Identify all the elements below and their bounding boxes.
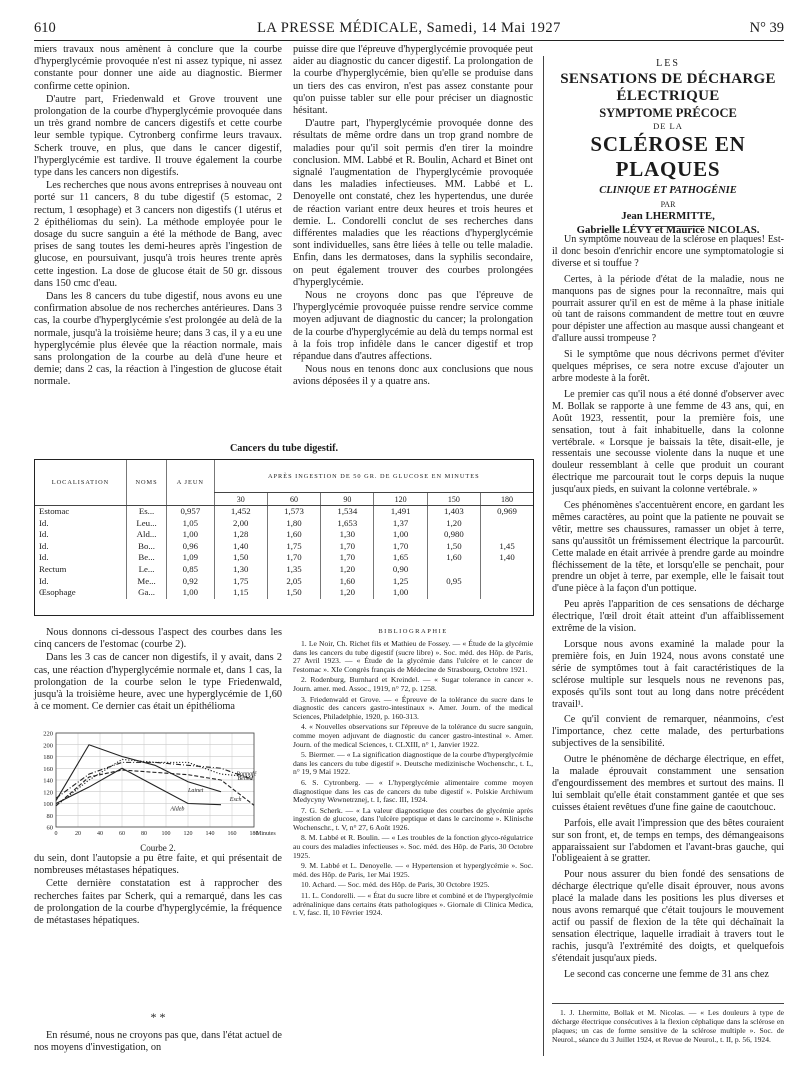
- bibliography-item: 3. Friedenwald et Grove. — « Épreuve de la tolérance du sucre dans le diagnostic des cancers gastro-intestinaux ». Amer. Journ. of the medical Sciences, Philadelphie, 1920, p. 160-313.: [293, 694, 533, 721]
- bibliography-list: [293, 640, 533, 920]
- x-tick-label: 40: [97, 831, 103, 837]
- column-1-end: [34, 1030, 282, 1055]
- cell-fasting: 1,09: [167, 552, 214, 564]
- cell-value: 2,00: [214, 518, 267, 530]
- cell-value: 1,70: [267, 552, 320, 564]
- cell-value: 1,65: [374, 552, 427, 564]
- y-tick-label: 120: [43, 789, 53, 797]
- bibliography-item: 8. M. Labbé et R. Boulin. — « Les troubles de la fonction glyco-régulatrice au cours des maladies infectieuses ». Soc. méd. des Hôp. de Paris, 30 Octobre 1925.: [293, 833, 533, 860]
- cell-fasting: 0,85: [167, 564, 214, 576]
- cell-name: Es...: [126, 506, 166, 518]
- table-row: [35, 576, 533, 588]
- paragraph: Le second cas concerne une femme de 31 ans chez: [564, 968, 769, 980]
- bibliography-item: 7. G. Scherk. — « La valeur diagnostique des courbes de glycémie après ingestion de glucose, dans l'ulcère peptique et dans le carcinome ». Klinische Wochenschr., t. V, n° 27, 6 Août 1926.: [293, 805, 533, 832]
- cell-fasting: 0,957: [167, 506, 214, 518]
- curve-label: Lainet: [188, 787, 204, 794]
- paragraph: Parfois, elle avait l'impression que des bêtes couraient sur son front, et, de temps en temps, des démangeaisons apparaissaient sur l'abdomen et l'avant-bras gauche, qui l'obligeaient à se gratter.: [552, 817, 784, 865]
- cell-value: [481, 518, 533, 530]
- y-tick-label: 100: [43, 801, 53, 808]
- header-minute: 90: [321, 493, 374, 506]
- cell-localisation: Id.: [39, 552, 49, 563]
- cell-fasting: 1,05: [167, 518, 214, 530]
- header-minute: 30: [214, 493, 267, 506]
- paragraph: miers travaux nous amènent à conclure que la courbe d'hyperglycémie provoquée n'est ni assez typique, ni assez constante pour donner une aide au diagnostic. Biermer confirme cette opinion.: [34, 44, 282, 92]
- x-tick-label: 160: [227, 831, 237, 837]
- column-2-top: [293, 44, 533, 390]
- table-row: [35, 541, 533, 553]
- header-minute: 150: [427, 493, 480, 506]
- title-rule: [632, 226, 704, 227]
- column-1-top: [34, 44, 282, 390]
- table-caption: Cancers du tube digestif.: [229, 443, 339, 454]
- bibliography-heading: BIBLIOGRAPHIE: [378, 628, 448, 635]
- curve-label: Aldeb: [170, 806, 185, 813]
- x-tick-label: 140: [205, 831, 215, 837]
- y-tick-label: 160: [43, 765, 53, 773]
- cell-value: 1,75: [267, 541, 320, 553]
- title-line-1: SENSATIONS DE DÉCHARGE ÉLECTRIQUE: [560, 71, 776, 104]
- cell-localisation: Id.: [39, 540, 49, 551]
- cell-name: Ald...: [126, 529, 166, 541]
- cell-value: 1,28: [214, 529, 267, 541]
- paragraph: D'autre part, l'hyperglycémie provoquée donne des résultats de même ordre dans un trop grand nombre de maladies pour qu'il soit permis d'en tirer la moindre conclusion. MM. Labbé et R. Boulin, Achard et Binet ont signalé l'augmentation de l'hyperglycémie provoquée dans les maladies infectieuses. MM. Labbé et L. Denoyelle ont constaté, chez les hypertendus, une durée de réaction variant entre deux heures et trois heures et demie. L. Condorelli conclut de ses recherches dans différentes maladies que les réactions d'hyperglycémie sont individuelles, sans être liées à telle ou telle maladie. Enfin, dans les dermatoses, dans la syphilis secondaire, on peut également trouver des courbes prolongées d'hyperglycémie.: [293, 118, 533, 288]
- x-tick-label: 0: [54, 831, 58, 837]
- cell-value: [481, 587, 533, 599]
- cell-value: 1,00: [374, 587, 427, 599]
- cell-value: [481, 564, 533, 576]
- cell-value: 1,50: [427, 541, 480, 553]
- bibliography-item: 4. « Nouvelles observations sur l'épreuve de la tolérance du sucre sanguin, comme moyen adjuvant de diagnostic du cancer gastro-intestinal ». Amer. Journ. of the medical Sciences, t. CLXIII, n° 1, Janvier 1922.: [293, 722, 533, 749]
- table-row: [35, 587, 533, 599]
- chart-svg: [34, 728, 282, 843]
- journal-title: LA PRESSE MÉDICALE, Samedi, 14 Mai 1927: [257, 20, 561, 36]
- cell-localisation: Id.: [39, 575, 49, 586]
- cell-value: 1,00: [374, 529, 427, 541]
- cell-value: 1,25: [374, 576, 427, 588]
- column-rule: [543, 56, 544, 1056]
- page-number: 610: [34, 20, 56, 36]
- cell-value: 1,534: [321, 506, 374, 518]
- cell-value: 1,573: [267, 506, 320, 518]
- cell-name: Leu...: [126, 518, 166, 530]
- article-title-block: [552, 58, 784, 237]
- paragraph: Dans les 8 cancers du tube digestif, nous avons eu une confirmation absolue de nos recherches antérieures. Dans 3 cas, la courbe d'hyperglycémie s'est prolongée au delà de la normale, jusqu'à la troisième heure; dans 3 cas, il y a eu une hyperglycémie plus élevée que la réaction normale, mais sans prolongation de la courbe au delà d'une heure et demie; dans 2 cas, la réaction à l'ingestion de glucose était normale.: [34, 291, 282, 388]
- paragraph: Si le symptôme que nous décrivons permet d'éviter quelques méprises, ce sera notre excuse d'ajouter un arbre modeste à la forêt.: [552, 349, 784, 384]
- cell-value: 1,60: [427, 552, 480, 564]
- table-row: [35, 564, 533, 576]
- y-tick-label: 80: [46, 812, 53, 820]
- cell-value: 1,30: [321, 529, 374, 541]
- cell-value: 1,40: [481, 552, 533, 564]
- cell-value: 1,70: [374, 541, 427, 553]
- cell-value: 1,15: [214, 587, 267, 599]
- table-row: [35, 506, 533, 518]
- bibliography-item: 10. Achard. — Soc. méd. des Hôp. de Paris, 30 Octobre 1925.: [301, 880, 490, 890]
- x-tick-label: 60: [119, 831, 125, 837]
- header-minute: 60: [267, 493, 320, 506]
- title-les: LES: [656, 58, 680, 69]
- cell-name: Be...: [126, 552, 166, 564]
- cell-value: 0,980: [427, 529, 480, 541]
- bibliography-item: 9. M. Labbé et L. Denoyelle. — « Hypertension et hyperglycémie ». Soc. méd. des Hôp. de Paris, 1er Mai 1925.: [293, 861, 533, 879]
- title-line-3: DE LA: [653, 121, 683, 131]
- paragraph: En résumé, nous ne croyons pas que, dans l'état actuel de nos moyens d'investigation, on: [34, 1030, 282, 1054]
- author-line-1: Jean LHERMITTE,: [621, 210, 715, 222]
- y-tick-label: 60: [46, 824, 53, 832]
- cell-value: 1,50: [267, 587, 320, 599]
- cell-value: 1,653: [321, 518, 374, 530]
- bibliography-item: 6. S. Cytronberg. — « L'hyperglycémie alimentaire comme moyen diagnostique dans les cas de cancers du tube digestif ». Polskie Archiwum Medycyny Wewnetrznej, t. I, fasc. III, 1924.: [293, 777, 533, 805]
- paragraph: Nous donnons ci-dessous l'aspect des courbes dans les cinq cancers de l'estomac (courbe 2).: [34, 627, 282, 651]
- header-names: NOMS: [126, 460, 166, 506]
- cell-fasting: 1,00: [167, 587, 214, 599]
- article-footnote: [552, 1008, 784, 1044]
- paragraph: Peu après l'apparition de ces sensations de décharge électrique, l'œil droit était atteint d'un affaiblissement extrême de la vision.: [552, 599, 784, 635]
- cell-value: 1,45: [481, 541, 533, 553]
- cell-value: 1,50: [214, 552, 267, 564]
- header-rule: [34, 40, 784, 41]
- cell-value: 0,90: [374, 564, 427, 576]
- x-axis-label: Minutes: [256, 831, 276, 837]
- cell-value: 1,452: [214, 506, 267, 518]
- cell-value: 1,75: [214, 576, 267, 588]
- cell-fasting: 0,92: [167, 576, 214, 588]
- by-label: PAR: [660, 200, 676, 209]
- x-tick-label: 80: [141, 831, 147, 837]
- cell-value: 0,95: [427, 576, 480, 588]
- cell-value: 1,30: [214, 564, 267, 576]
- paragraph: D'autre part, Friedenwald et Grove trouvent une prolongation de la courbe d'hyperglycémie provoquée dans un très grand nombre de cancers digestifs et cette courbe leur semble typique. Cytronberg confirme leurs travaux. Scherk trouve, en plus, que dans le cancer digestif, l'hyperglycémie est tardive. Il trouve également la courbe type dans les cancers non digestifs.: [34, 93, 282, 179]
- header-minute: 120: [374, 493, 427, 506]
- cell-value: 1,403: [427, 506, 480, 518]
- cell-value: 1,20: [321, 564, 374, 576]
- cell-value: 1,60: [321, 576, 374, 588]
- column-1-middle: [34, 627, 282, 714]
- paragraph: Dans les 3 cas de cancer non digestifs, il y avait, dans 2 cas, une réaction d'hyperglycémie normale et, dans 1 cas, la prolongation de la courbe selon le type Friedenwald, jusqu'à la troisième heure, avec une hyperglycémie de 1,60 à ce moment. Ce dernier cas était un épithélioma: [34, 652, 282, 713]
- paragraph: Certes, à la période d'état de la maladie, nous ne manquons pas de signes pour la reconnaître, mais qui pourrait assurer qu'il en est de même à la phase initiale où tant de raisons commandent de mettre tout en œuvre pour dépister une affection au masque aussi changeant et d'allure aussi trompeuse ?: [552, 273, 784, 345]
- header-after-ingestion: APRÈS INGESTION DE 50 GR. DE GLUCOSE EN MINUTES: [214, 460, 533, 493]
- y-tick-label: 180: [43, 754, 53, 761]
- cell-localisation: Rectum: [39, 563, 67, 574]
- cell-value: 1,60: [267, 529, 320, 541]
- header-minute: 180: [481, 493, 533, 506]
- paragraph: Lorsque nous avons examiné la malade pour la première fois, en Juin 1924, nous avons constaté une série de symptômes tout à fait caractéristiques de la sclérose multiple sur lesquels nous ne revenons pas, exposés qu'ils sont tout au long dans notre précédent travail¹.: [552, 639, 784, 710]
- paragraph: Ces phénomènes s'accentuèrent encore, en gardant les mêmes caractères, au point que la patiente ne pouvait se vêtir, mettre ses chaussures, ramasser un objet à terre, sans qu'aussitôt un frémissement électrique la parcourût. Cette malade en était arrivée à prendre garde au moindre fléchissement de la tête, et lorsqu'elle se penchait, pour prendre un objet à terre, par exemple, elle le faisait tout d'une pièce à la façon d'un pottique.: [552, 500, 784, 595]
- paragraph: Le premier cas qu'il nous a été donné d'observer avec M. Bollak se rapporte à une femme de 43 ans, qui, en Août 1923, ressentit, pour la première fois, une sensation, tout à fait inhabituelle, dans la colonne vertébrale. « Lorsque je baissais la tête, disait-elle, je ressentais une secousse violente dans la nuque et une douleur ressemblant à celle que produit un courant électrique me parcourait tout le corps depuis la nuque jusqu'aux pieds, en suivant la colonne vertébrale. »: [552, 388, 784, 496]
- cell-localisation: Id.: [39, 529, 49, 540]
- paragraph: puisse dire que l'épreuve d'hyperglycémie provoquée peut aider au diagnostic du cancer digestif. La prolongation de la courbe d'hyperglycémie, bien qu'elle se produise dans un tiers des cas environ, n'est pas assez constante pour qu'on puisse tabler sur elle pour préciser un diagnostic hésitant.: [293, 44, 533, 117]
- header-localisation: LOCALISATION: [35, 460, 126, 506]
- curve-label: Benod: [237, 776, 253, 782]
- paragraph: Pour nous assurer du bien fondé des sensations de décharge électrique qu'elle disait éprouver, nous avons placé la malade dans les positions les plus diverses et nous avons remarqué que c'était toujours le mouvement actif ou passif de flexion de la tête qui déchaînait la sensation électrique, laquelle irradiait à travers tout le rachis, jusqu'à l'extrémité des doigts, et quelquefois s'étendait jusqu'aux pieds.: [552, 869, 784, 964]
- y-tick-label: 200: [43, 742, 53, 750]
- cell-value: 0,969: [481, 506, 533, 518]
- cell-value: 1,35: [267, 564, 320, 576]
- x-tick-label: 180: [249, 831, 259, 837]
- bibliography-item: 5. Biermer. — « La signification diagnostique de la courbe d'hyperglycémie dans les cancers du tube digestif ». Deutsche medizinische Wochenschr., t. L, n° 19, 9 Mai 1922.: [293, 750, 533, 777]
- column-1-bottom: [34, 853, 282, 928]
- cell-value: [481, 576, 533, 588]
- cell-value: 1,40: [214, 541, 267, 553]
- y-tick-label: 220: [43, 730, 53, 738]
- cell-value: [481, 529, 533, 541]
- header-fasting: A JEUN: [167, 460, 214, 506]
- x-tick-label: 120: [183, 831, 193, 837]
- x-tick-label: 20: [75, 831, 81, 837]
- cell-value: 1,20: [321, 587, 374, 599]
- curve-label: Bonnafé: [236, 771, 257, 778]
- cell-value: 1,491: [374, 506, 427, 518]
- bibliography-item: 2. Rodenburg, Burnhard et Kreindel. — « Sugar tolerance in cancer ». Journ. amer. med. Assoc., 1919, n° 72, p. 1258.: [293, 675, 533, 693]
- paragraph: Ce qu'il convient de remarquer, néanmoins, c'est l'importance, chez cette malade, des perturbations subjectives de la sensibilité.: [552, 714, 784, 750]
- paragraph: Nous nous en tenons donc aux conclusions que nous avions déposées il y a quatre ans.: [293, 364, 533, 388]
- cell-value: 2,05: [267, 576, 320, 588]
- chart-caption: Courbe 2.: [140, 843, 176, 853]
- y-tick-label: 140: [43, 777, 53, 785]
- footnote: 1. J. Lhermitte, Bollak et M. Nicolas. — « Les douleurs à type de décharge électrique consécutives à la flexion céphalique dans la sclérose en plaques; un cas de forme sensitive de la sclérose multiple ». Soc. de Neurol., séance du 3 Juillet 1924, et Revue de Neurol., t. II, p. 56, 1924.: [552, 1008, 784, 1044]
- series-line-ald: [56, 768, 221, 804]
- cell-localisation: Id.: [39, 517, 49, 528]
- cell-name: Ga...: [126, 587, 166, 599]
- cell-value: 1,70: [321, 552, 374, 564]
- subtitle: CLINIQUE ET PATHOGÉNIE: [599, 185, 737, 196]
- paragraph: Un symptôme nouveau de la sclérose en plaques! Est-il donc besoin d'enrichir encore une symptomatologie si diverse et si touffue ?: [552, 234, 784, 269]
- table-row: [35, 529, 533, 541]
- bibliography-item: 11. L. Condorelli. — « État du sucre libre et combiné et de l'hyperglycémie adrénalinique dans certains états pathologiques ». Giornale di Clinica Medica, t. V, fasc. II, 10 Février 1924.: [293, 891, 533, 918]
- issue-number: N° 39: [749, 20, 784, 36]
- paragraph: Outre le phénomène de décharge électrique, en effet, la malade éprouvait constamment une sensation d'engourdissement des membres et surtout des mains. Il lui semblait qu'elle était constamment gantée et que ses cuisses étaient revêtues d'une fine gaine de caoutchouc.: [552, 754, 784, 813]
- table-row: [35, 518, 533, 530]
- paragraph: Les recherches que nous avons entreprises à nouveau ont porté sur 11 cancers, 8 du tube digestif (5 estomac, 2 rectum, 1 œsophage) et 3 cancers non digestifs (1 utérus et 2 épithéliomas du sein). La méthode employée pour le dosage du sucre sanguin a été la méthode de Bang, avec prises de sang toutes les demi-heures après l'ingestion de glucose, en poursuivant, jusqu'à trois heures trente après cette ingestion. La dose de glucose était de 50 gr. dissous dans 150 cmc d'eau.: [34, 180, 282, 289]
- running-header: [34, 16, 784, 38]
- article-body: [552, 234, 784, 984]
- curve-label: Esch: [229, 797, 242, 804]
- cell-value: 1,20: [427, 518, 480, 530]
- table-row: [35, 552, 533, 564]
- section-separator: * *: [150, 1010, 166, 1024]
- cell-value: 1,80: [267, 518, 320, 530]
- bibliography-item: 1. Le Noir, Ch. Richet fils et Mathieu de Fossey. — « Étude de la glycémie dans les cancers du tube digestif (sucre libre) ». Soc. méd. des Hôp. de Paris, 27 Avril 1923. — « Étude de la glycémie dans l'ulcère et le cancer de l'estomac ». XIe Congrès français de Médecine de Strasbourg, Octobre 1921.: [293, 639, 533, 674]
- cell-name: Bo...: [126, 541, 166, 553]
- glycemia-chart: [34, 728, 282, 843]
- cell-value: [427, 587, 480, 599]
- paragraph: Nous ne croyons donc pas que l'épreuve de l'hyperglycémie provoquée puisse rendre service comme moyen adjuvant de diagnostic du cancer; la prolongation de la courbe d'hyperglycémie au delà du temps normal est à la fois trop infidèle dans le cancer digestif et trop répandue dans d'autres affections.: [293, 290, 533, 363]
- cell-fasting: 1,00: [167, 529, 214, 541]
- cell-name: Le...: [126, 564, 166, 576]
- paragraph: Cette dernière constatation est à rapprocher des recherches faites par Scherk, qui a remarqué, dans les cas de prolongation de la courbe d'hyperglycémie, la fréquence de métastases hépatiques.: [34, 878, 282, 927]
- series-line-es: [56, 770, 257, 806]
- title-line-2: SYMPTOME PRÉCOCE: [599, 106, 737, 120]
- cell-value: 1,70: [321, 541, 374, 553]
- cell-name: Me...: [126, 576, 166, 588]
- cell-value: [427, 564, 480, 576]
- author-line-2: Gabrielle LÉVY et Maurice NICOLAS.: [576, 224, 760, 236]
- x-tick-label: 100: [161, 831, 171, 837]
- footnote-rule: [552, 1003, 784, 1004]
- cell-value: 1,37: [374, 518, 427, 530]
- cell-fasting: 0,96: [167, 541, 214, 553]
- paragraph: du sein, dont l'autopsie a pu être faite, et qui présentait de nombreuses métastases hépatiques.: [34, 853, 282, 877]
- cell-localisation: Estomac: [39, 506, 70, 516]
- title-line-4: SCLÉROSE EN PLAQUES: [590, 132, 746, 181]
- cell-localisation: Œsophage: [39, 587, 76, 598]
- glycemia-table: [34, 459, 534, 616]
